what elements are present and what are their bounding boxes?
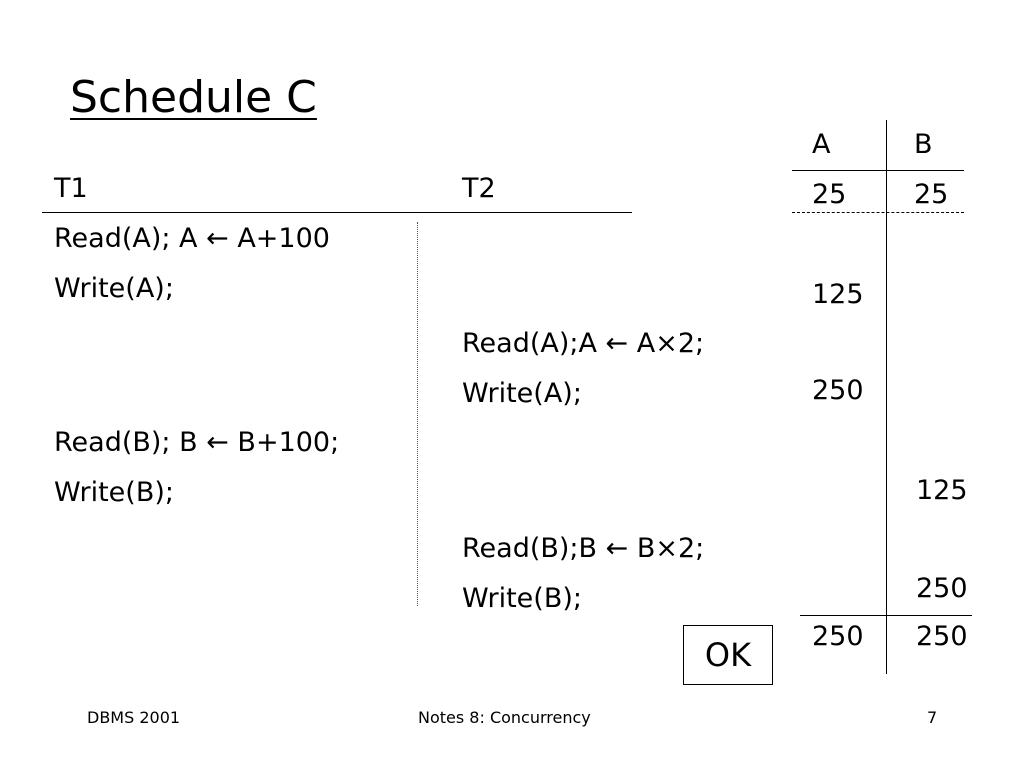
column-separator <box>417 222 418 606</box>
ab-divider <box>886 120 887 674</box>
t1-step-read-a: Read(A); A ← A+100 <box>54 223 330 254</box>
a-header: A <box>812 129 831 160</box>
ok-result-box: OK <box>683 625 773 685</box>
footer-center: Notes 8: Concurrency <box>418 708 591 727</box>
footer-page-number: 7 <box>927 708 938 727</box>
b-initial-value: 25 <box>914 179 949 210</box>
header-underline <box>42 212 632 213</box>
slide-title: Schedule C <box>70 72 317 123</box>
t1-header: T1 <box>54 173 88 204</box>
b-value-1: 125 <box>916 475 968 506</box>
a-value-2: 250 <box>812 375 864 406</box>
b-final-value: 250 <box>916 621 968 652</box>
a-final-value: 250 <box>812 621 864 652</box>
t1-step-write-b: Write(B); <box>54 477 174 508</box>
footer-left: DBMS 2001 <box>87 708 181 727</box>
t1-step-read-b: Read(B); B ← B+100; <box>54 427 340 458</box>
t2-header: T2 <box>462 173 496 204</box>
ab-header-line <box>792 170 964 171</box>
a-value-1: 125 <box>812 279 864 310</box>
b-value-2: 250 <box>916 573 968 604</box>
t2-step-read-b: Read(B);B ← B×2; <box>462 533 705 564</box>
b-header: B <box>914 129 933 160</box>
t2-step-write-a: Write(A); <box>462 378 582 409</box>
ab-total-line <box>800 615 972 616</box>
t2-step-write-b: Write(B); <box>462 583 582 614</box>
initial-value-dashed-line <box>792 212 964 213</box>
t1-step-write-a: Write(A); <box>54 273 174 304</box>
a-initial-value: 25 <box>812 179 847 210</box>
t2-step-read-a: Read(A);A ← A×2; <box>462 328 705 359</box>
